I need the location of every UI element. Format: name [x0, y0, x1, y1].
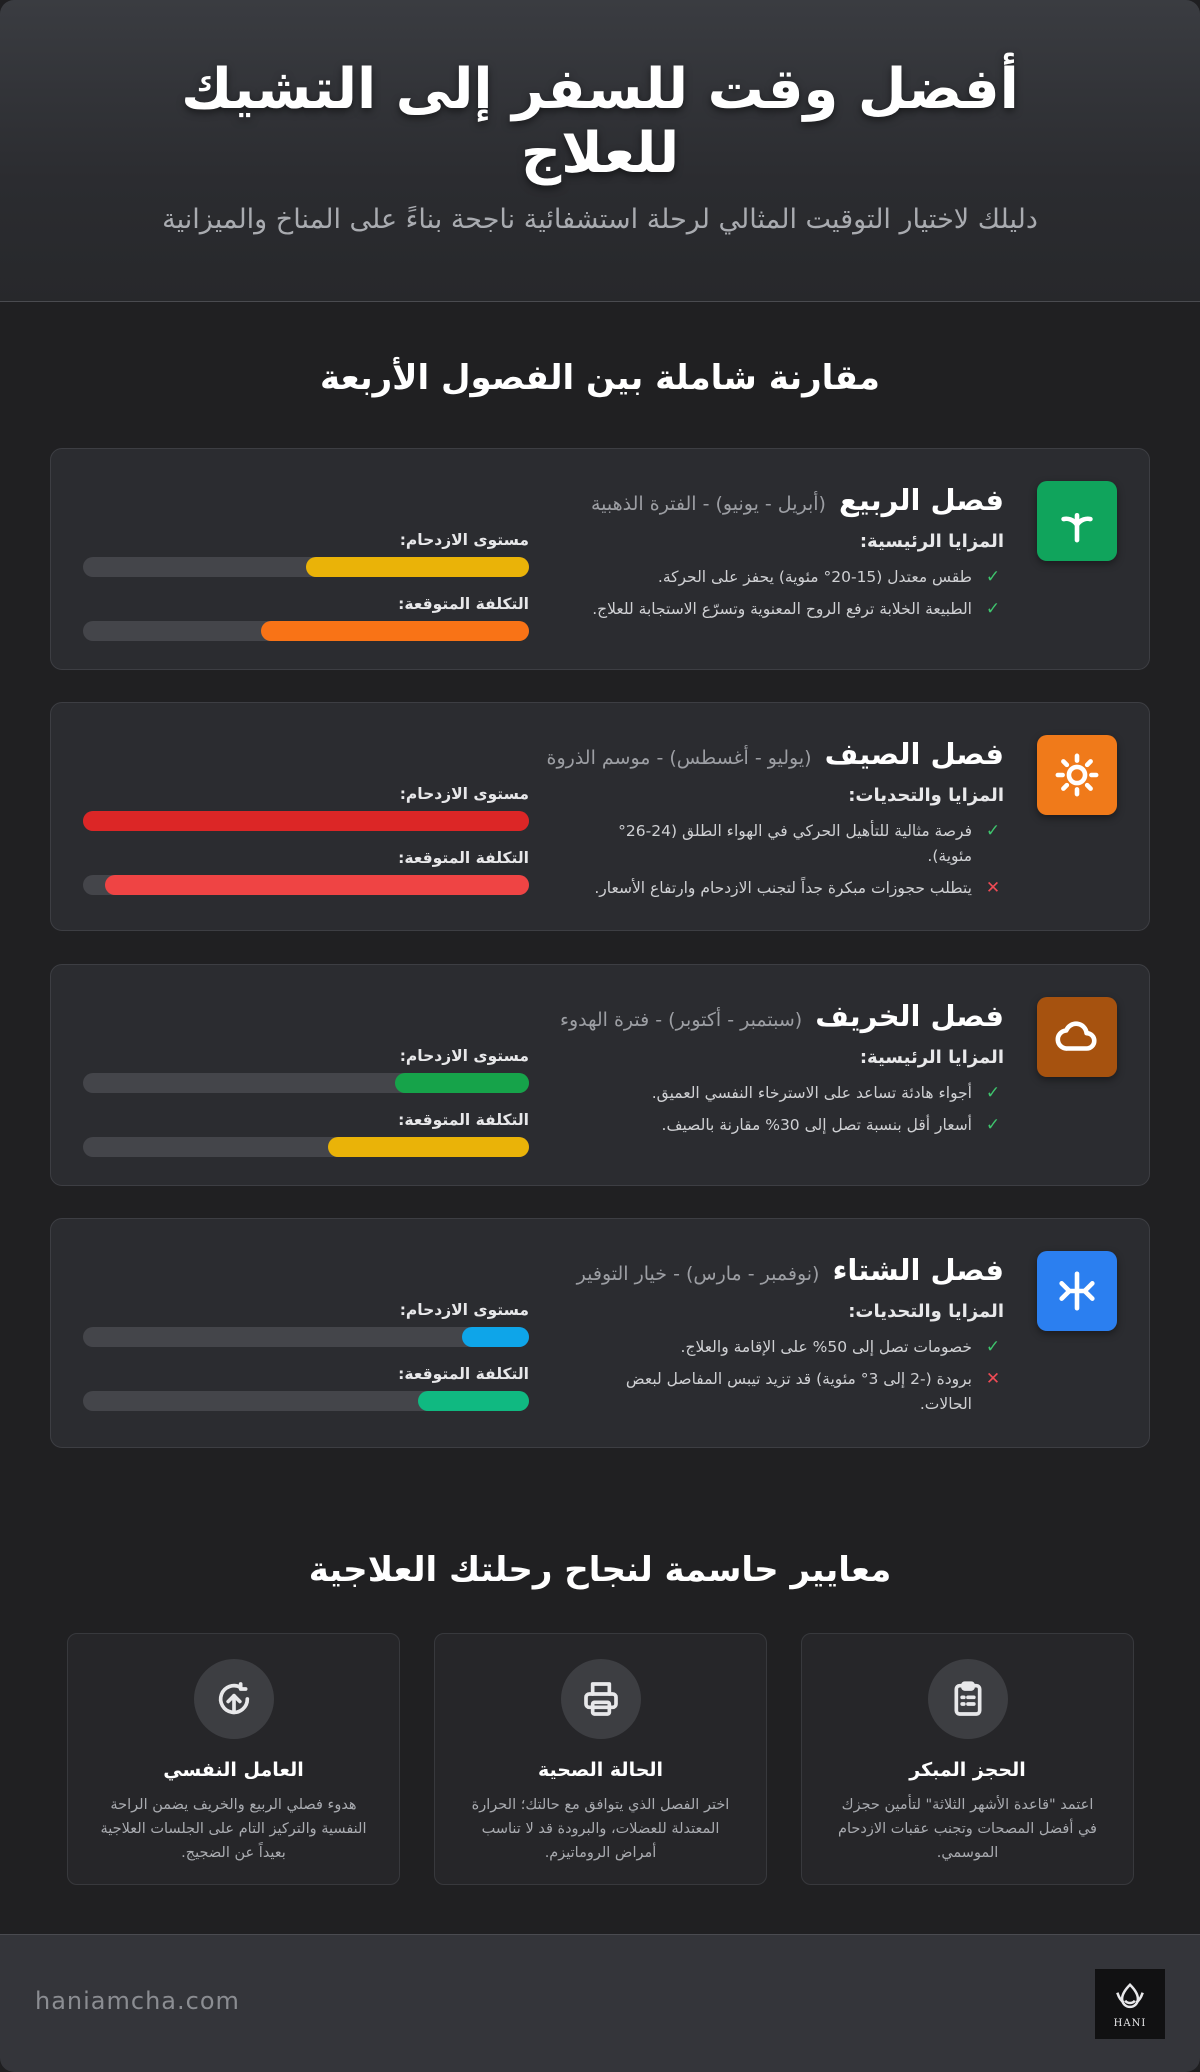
criteria-title-text: الحجز المبكر — [909, 1759, 1026, 1781]
season-card-winter — [50, 1218, 1150, 1448]
season-heading — [560, 999, 1004, 1033]
season-heading — [591, 483, 1004, 517]
crowd-meter — [83, 1073, 529, 1093]
season-name: فصل الشتاء — [832, 1253, 1004, 1287]
cost-label: التكلفة المتوقعة: — [398, 1365, 529, 1383]
page-header — [0, 0, 1200, 302]
season-card-summer — [50, 702, 1150, 931]
printer-icon — [561, 1659, 641, 1739]
cost-meter — [83, 1391, 529, 1411]
point-text: برودة (-2 إلى 3° مئوية) قد تزيد تيبس المفاصل لبعض الحالات. — [625, 1370, 972, 1413]
point-text: أجواء هادئة تساعد على الاسترخاء النفسي العميق. — [651, 1084, 972, 1102]
points-label: المزايا والتحديات: — [848, 1301, 1004, 1322]
challenge-item — [574, 1367, 1004, 1417]
points-list — [574, 1081, 1004, 1145]
refresh-arrow-icon — [194, 1659, 274, 1739]
season-name: فصل الصيف — [824, 737, 1004, 771]
check-icon: ✓ — [985, 599, 1001, 619]
crowd-meter — [83, 557, 529, 577]
check-icon: ✓ — [985, 1083, 1001, 1103]
cost-label: التكلفة المتوقعة: — [398, 849, 529, 867]
season-meters — [83, 1047, 529, 1175]
check-icon: ✓ — [985, 567, 1001, 587]
page-subtitle: دليلك لاختيار التوقيت المثالي لرحلة استشفائية ناجحة بناءً على المناخ والميزانية — [162, 204, 1038, 235]
cross-icon: ✕ — [985, 878, 1001, 898]
season-meters — [83, 531, 529, 659]
clipboard-icon — [928, 1659, 1008, 1739]
comparison-title: مقارنة شاملة بين الفصول الأربعة — [320, 358, 880, 398]
point-text: أسعار أقل بنسبة تصل إلى 30% مقارنة بالصيف. — [661, 1116, 972, 1134]
website-link[interactable]: haniamcha.com — [35, 1987, 240, 2015]
advantage-item — [574, 1335, 1004, 1360]
crowd-label: مستوى الازدحام: — [399, 785, 529, 803]
page-footer — [0, 1934, 1200, 2072]
crowd-meter-fill — [83, 811, 529, 831]
crowd-meter — [83, 811, 529, 831]
advantage-item — [574, 597, 1004, 622]
points-list — [574, 565, 1004, 629]
point-text: الطبيعة الخلابة ترفع الروح المعنوية وتسرّع الاستجابة للعلاج. — [592, 600, 972, 618]
criteria-text: اعتمد "قاعدة الأشهر الثلاثة" لتأمين حجزك في أفضل المصحات وتجنب عقبات الازدحام الموسمي. — [838, 1797, 1097, 1861]
season-period: (يوليو - أغسطس) - موسم الذروة — [546, 747, 812, 769]
cost-meter-fill — [105, 875, 529, 895]
cost-meter — [83, 621, 529, 641]
cost-label: التكلفة المتوقعة: — [398, 595, 529, 613]
point-text: طقس معتدل (15-20° مئوية) يحفز على الحركة. — [657, 568, 972, 586]
cost-meter — [83, 1137, 529, 1157]
criteria-text: اختر الفصل الذي يتوافق مع حالتك؛ الحرارة المعتدلة للعضلات، والبرودة قد لا تناسب أمراض الروماتيزم. — [471, 1797, 730, 1861]
criteria-title-text: العامل النفسي — [163, 1759, 304, 1781]
check-icon: ✓ — [985, 821, 1001, 841]
season-name: فصل الخريف — [815, 999, 1004, 1033]
points-label: المزايا الرئيسية: — [859, 531, 1004, 552]
cross-icon: ✕ — [985, 1369, 1001, 1389]
criteria-title: معايير حاسمة لنجاح رحلتك العلاجية — [308, 1550, 892, 1590]
criteria-card-health — [434, 1633, 767, 1885]
cost-meter-fill — [261, 621, 529, 641]
sun-icon — [1037, 735, 1117, 815]
cloud-icon — [1037, 997, 1117, 1077]
points-label: المزايا الرئيسية: — [859, 1047, 1004, 1068]
snowflake-icon — [1037, 1251, 1117, 1331]
points-list — [574, 819, 1004, 908]
cost-meter — [83, 875, 529, 895]
season-heading — [547, 737, 1004, 771]
point-text: خصومات تصل إلى 50% على الإقامة والعلاج. — [680, 1338, 972, 1356]
check-icon: ✓ — [985, 1115, 1001, 1135]
challenge-item — [574, 876, 1004, 901]
season-card-autumn — [50, 964, 1150, 1186]
sprout-icon — [1037, 481, 1117, 561]
check-icon: ✓ — [985, 1337, 1001, 1357]
criteria-text: هدوء فصلي الربيع والخريف يضمن الراحة النفسية والتركيز التام على الجلسات العلاجية بعيداً عن الضجيج. — [100, 1797, 367, 1861]
points-list — [574, 1335, 1004, 1424]
season-period: (سبتمبر - أكتوبر) - فترة الهدوء — [560, 1009, 803, 1031]
crowd-meter-fill — [306, 557, 529, 577]
season-heading — [577, 1253, 1004, 1287]
advantage-item — [574, 1113, 1004, 1138]
cost-meter-fill — [418, 1391, 530, 1411]
season-period: (أبريل - يونيو) - الفترة الذهبية — [590, 493, 826, 515]
brand-logo — [1095, 1969, 1165, 2039]
season-period: (نوفمبر - مارس) - خيار التوفير — [576, 1263, 820, 1285]
season-card-spring — [50, 448, 1150, 670]
cost-meter-fill — [328, 1137, 529, 1157]
advantage-item — [574, 1081, 1004, 1106]
season-meters — [83, 785, 529, 913]
crowd-label: مستوى الازدحام: — [399, 1301, 529, 1319]
brand-logo-text: HANI — [1113, 2017, 1147, 2029]
point-text: فرصة مثالية للتأهيل الحركي في الهواء الطلق (24-26° مئوية). — [618, 822, 972, 865]
advantage-item — [574, 565, 1004, 590]
crowd-label: مستوى الازدحام: — [399, 531, 529, 549]
criteria-title-text: الحالة الصحية — [537, 1759, 664, 1781]
criteria-card-early-booking — [801, 1633, 1134, 1885]
season-name: فصل الربيع — [839, 483, 1004, 517]
crowd-meter-fill — [395, 1073, 529, 1093]
cost-label: التكلفة المتوقعة: — [398, 1111, 529, 1129]
advantage-item — [574, 819, 1004, 869]
crowd-meter — [83, 1327, 529, 1347]
points-label: المزايا والتحديات: — [848, 785, 1004, 806]
season-meters — [83, 1301, 529, 1429]
crowd-label: مستوى الازدحام: — [399, 1047, 529, 1065]
crowd-meter-fill — [462, 1327, 529, 1347]
point-text: يتطلب حجوزات مبكرة جداً لتجنب الازدحام وارتفاع الأسعار. — [594, 879, 972, 897]
page-title: أفضل وقت للسفر إلى التشيك للعلاج — [181, 57, 1019, 186]
criteria-card-psychological — [67, 1633, 400, 1885]
